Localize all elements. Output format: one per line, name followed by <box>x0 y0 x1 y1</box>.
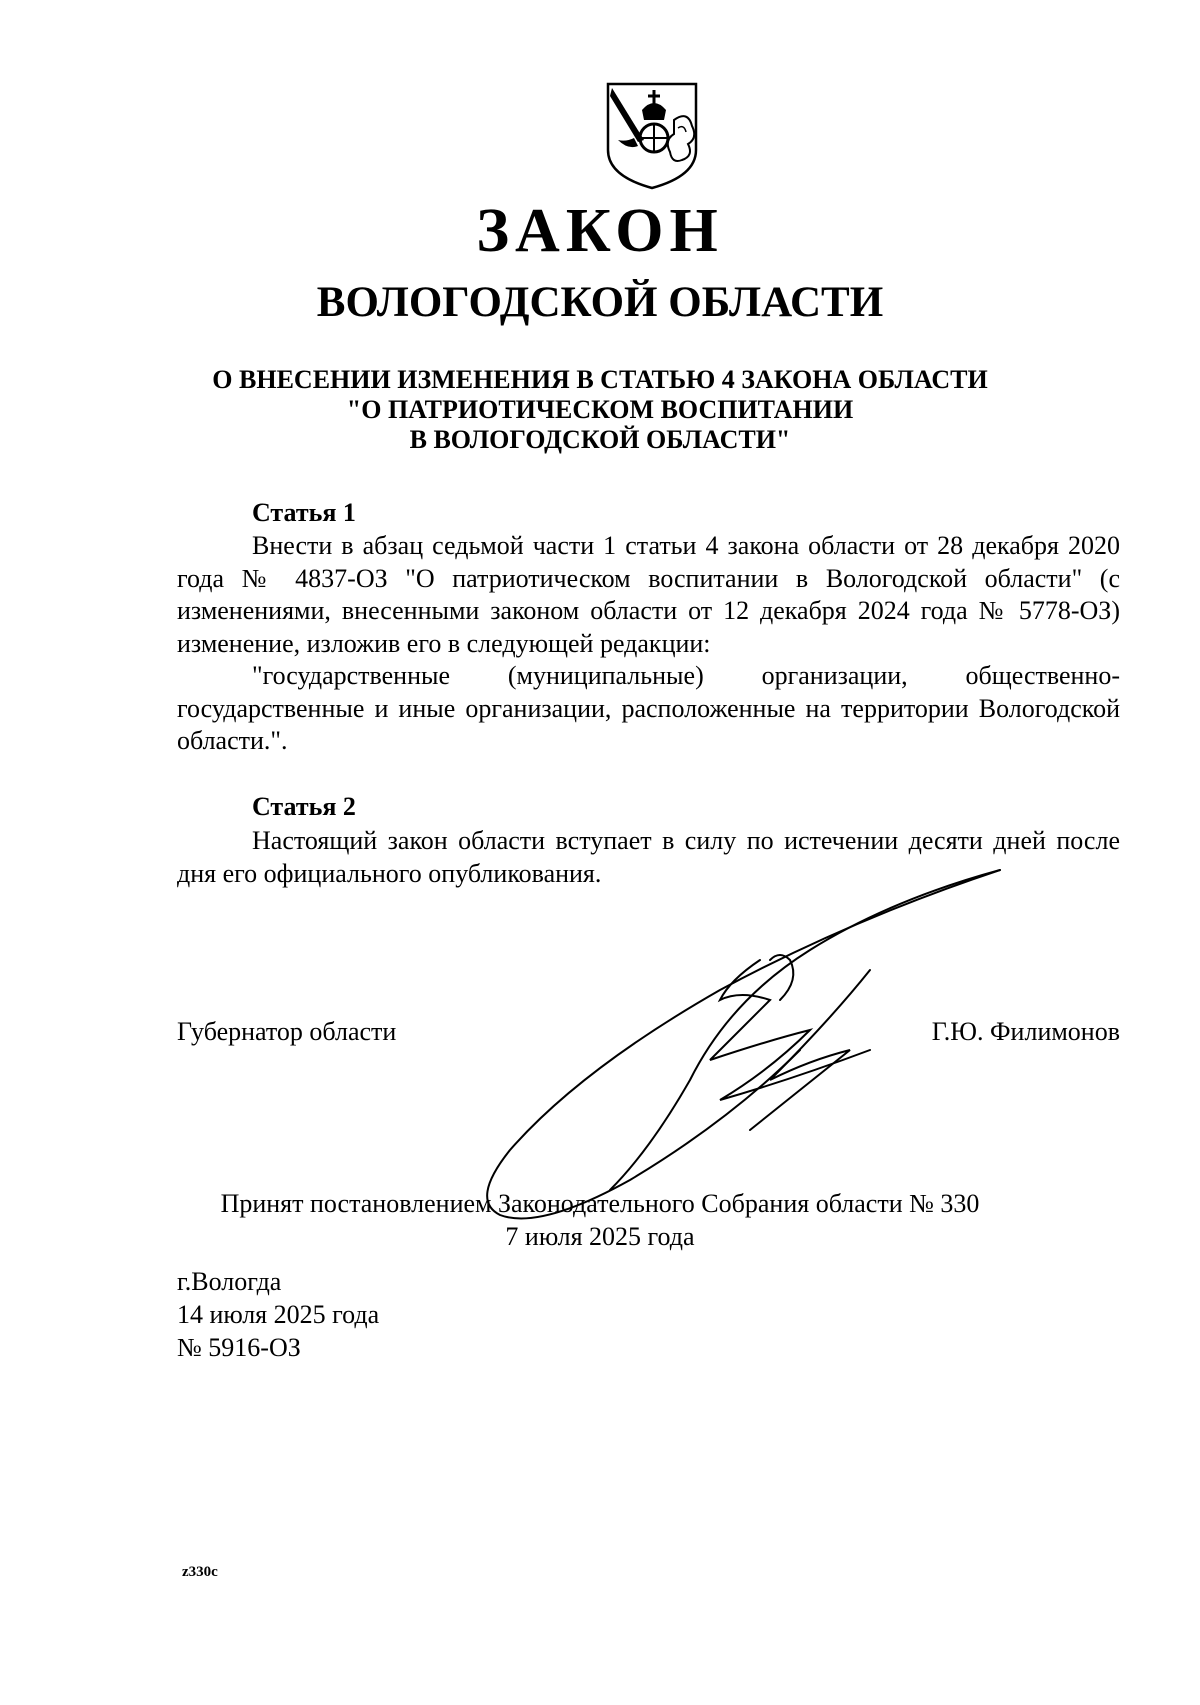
law-subject <box>100 365 1100 455</box>
issue-number: № 5916-ОЗ <box>177 1333 301 1362</box>
document-code: z330с <box>182 1564 218 1580</box>
subject-line: "О ПАТРИОТИЧЕСКОМ ВОСПИТАНИИ <box>346 395 854 424</box>
article-1-paragraph-1: Внести в абзац седьмой части 1 статьи 4 закона области от 28 декабря 2020 года № 4837-ОЗ "О патриотическом воспитании в Вологодской области" (с изменениями, внесенными законом области от 12 декабря 2024 года № 5778-ОЗ) изменение, изложив его в следующей редакции: <box>177 531 1120 658</box>
adoption-note <box>100 1187 1100 1253</box>
article-1-heading: Статья 1 <box>252 498 356 527</box>
law-title: ЗАКОН <box>476 197 724 265</box>
article-1-paragraph-2: "государственные (муниципальные) организации, общественно-государственные и иные организации, расположенные на территории Вологодской области.". <box>177 661 1120 755</box>
subject-line: О ВНЕСЕНИИ ИЗМЕНЕНИЯ В СТАТЬЮ 4 ЗАКОНА ОБЛАСТИ <box>212 365 988 394</box>
handwritten-signature <box>470 860 1030 1240</box>
subject-line: В ВОЛОГОДСКОЙ ОБЛАСТИ" <box>409 425 791 454</box>
article-2-heading: Статья 2 <box>252 792 356 821</box>
article-2-paragraph-1: Настоящий закон области вступает в силу по истечении десяти дней после дня его официального опубликования. <box>177 826 1120 888</box>
governor-position: Губернатор области <box>177 1017 397 1046</box>
governor-name: Г.Ю. Филимонов <box>931 1017 1120 1046</box>
issue-city: г.Вологда <box>177 1267 282 1296</box>
vologda-coat-of-arms-icon <box>604 80 700 190</box>
issue-date: 14 июля 2025 года <box>177 1300 380 1329</box>
adoption-line-2: 7 июля 2025 года <box>505 1222 695 1251</box>
issue-details <box>177 1265 379 1364</box>
region-title: ВОЛОГОДСКОЙ ОБЛАСТИ <box>316 279 884 326</box>
adoption-line-1: Принят постановлением Законодательного Собрания области № 330 <box>220 1189 980 1218</box>
